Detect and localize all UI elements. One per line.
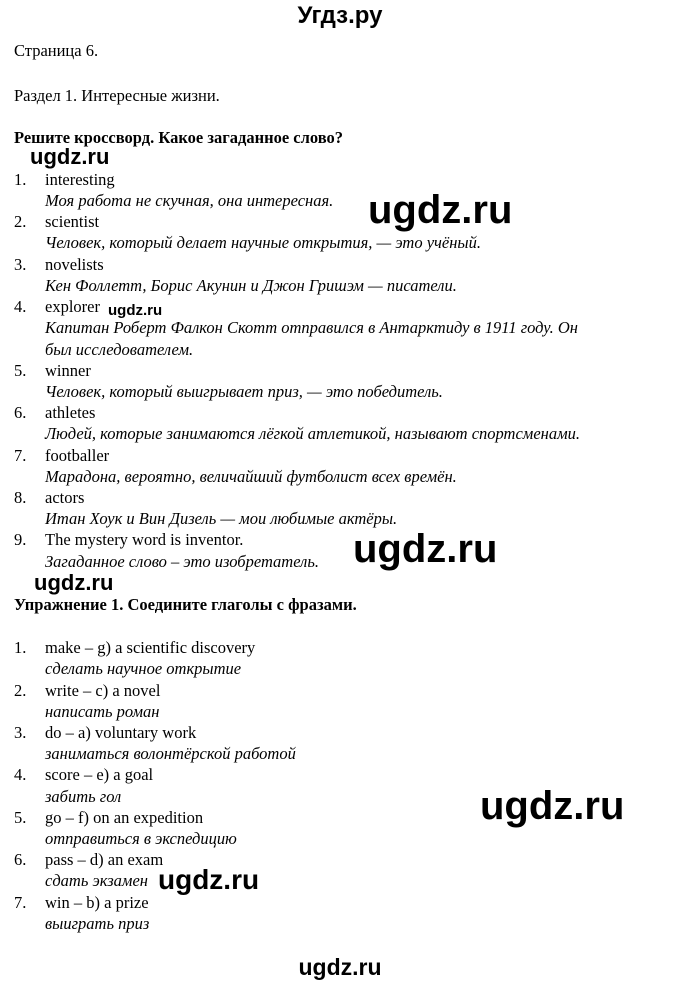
watermark: ugdz.ru: [480, 784, 625, 828]
exercise-answer: win – b) a prize: [45, 893, 149, 912]
crossword-translation: Загаданное слово – это изобретатель.: [45, 552, 319, 571]
crossword-translation: Капитан Роберт Фалкон Скотт отправился в Антарктиду в 1911 году. Он: [45, 318, 578, 337]
item-number: 8.: [14, 488, 27, 507]
crossword-translation-cont: был исследователем.: [45, 340, 194, 359]
exercise-answer: do – a) voluntary work: [45, 723, 197, 742]
page-label: Страница 6.: [14, 41, 99, 60]
exercise-answer: write – c) a novel: [45, 681, 161, 700]
crossword-answer: novelists: [45, 255, 104, 274]
crossword-answer: interesting: [45, 170, 115, 189]
crossword-translation: Марадона, вероятно, величайший футболист всех времён.: [45, 467, 457, 486]
crossword-answer: The mystery word is inventor.: [45, 530, 244, 549]
exercise-answer: pass – d) an exam: [45, 850, 164, 869]
crossword-translation: Человек, который делает научные открытия, — это учёный.: [45, 233, 481, 252]
site-header: Угдз.ру: [297, 2, 383, 29]
watermark: ugdz.ru: [108, 302, 163, 319]
exercise-translation: забить гол: [45, 787, 122, 806]
watermark: ugdz.ru: [368, 188, 513, 232]
exercise-answer: make – g) a scientific discovery: [45, 638, 256, 657]
crossword-heading: Решите кроссворд. Какое загаданное слово?: [14, 128, 343, 147]
crossword-translation: Моя работа не скучная, она интересная.: [45, 191, 334, 210]
crossword-translation: Людей, которые занимаются лёгкой атлетикой, называют спортсменами.: [45, 424, 580, 443]
crossword-translation: Кен Фоллетт, Борис Акунин и Джон Гришэм — писатели.: [45, 276, 457, 295]
exercise-translation: сдать экзамен: [45, 871, 148, 890]
exercise-answer: score – e) a goal: [45, 765, 154, 784]
crossword-answer: athletes: [45, 403, 96, 422]
item-number: 6.: [14, 403, 27, 422]
crossword-answer: scientist: [45, 212, 100, 231]
item-number: 7.: [14, 893, 27, 912]
crossword-translation: Человек, который выигрывает приз, — это победитель.: [45, 382, 443, 401]
item-number: 1.: [14, 638, 27, 657]
item-number: 3.: [14, 255, 27, 274]
item-number: 9.: [14, 530, 27, 549]
watermark: ugdz.ru: [353, 527, 498, 571]
item-number: 4.: [14, 765, 27, 784]
item-number: 1.: [14, 170, 27, 189]
item-number: 3.: [14, 723, 27, 742]
exercise-translation: заниматься волонтёрской работой: [45, 744, 296, 763]
watermark: ugdz.ru: [34, 570, 114, 595]
exercise-translation: сделать научное открытие: [45, 659, 242, 678]
item-number: 5.: [14, 361, 27, 380]
item-number: 7.: [14, 446, 27, 465]
watermark: ugdz.ru: [158, 864, 260, 895]
item-number: 5.: [14, 808, 27, 827]
section-label: Раздел 1. Интересные жизни.: [14, 86, 220, 105]
exercise-translation: отправиться в экспедицию: [45, 829, 237, 848]
item-number: 2.: [14, 212, 27, 231]
item-number: 4.: [14, 297, 27, 316]
item-number: 2.: [14, 681, 27, 700]
exercise-translation: выиграть приз: [45, 914, 150, 933]
crossword-answer: winner: [45, 361, 91, 380]
crossword-answer: footballer: [45, 446, 110, 465]
crossword-translation: Итан Хоук и Вин Дизель — мои любимые актёры.: [45, 509, 398, 528]
watermark: ugdz.ru: [30, 144, 110, 169]
exercise-answer: go – f) on an expedition: [45, 808, 204, 827]
exercise1-heading: Упражнение 1. Соедините глаголы с фразами.: [14, 595, 357, 614]
crossword-answer: actors: [45, 488, 85, 507]
exercise-translation: написать роман: [45, 702, 160, 721]
item-number: 6.: [14, 850, 27, 869]
site-footer: ugdz.ru: [298, 954, 382, 980]
crossword-answer: explorer: [45, 297, 100, 316]
